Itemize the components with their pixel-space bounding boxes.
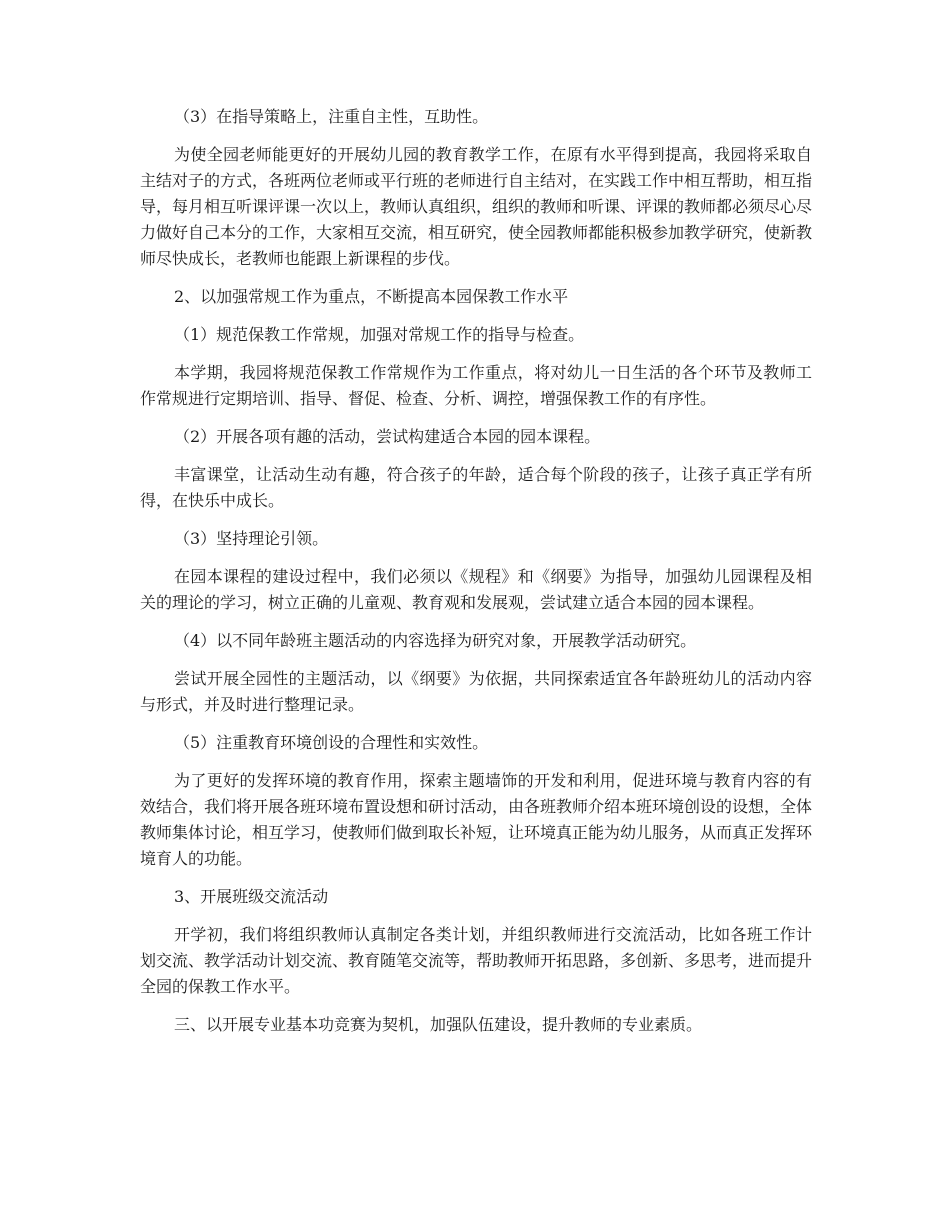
paragraph-curriculum: 在园本课程的建设过程中，我们必须以《规程》和《纲要》为指导，加强幼儿园课程及相关的理论的学习，树立正确的儿童观、教育观和发展观，尝试建立适合本园的园本课程。 (140, 567, 812, 612)
section-heading-2: 2、以加强常规工作为重点，不断提高本园保教工作水平 (174, 287, 569, 306)
paragraph-pairing: 为使全园老师能更好的开展幼儿园的教育教学工作，在原有水平得到提高，我园将采取自主结对子的方式，各班两位老师或平行班的老师进行自主结对，在实践工作中相互帮助，相互指导，每月相互听课评课一次以上，教师认真组织，组织的教师和听课、评课的教师都必须尽心尽力做好自己本分的工作，大家相互交流，相互研究，使全园教师都能积极参加教学研究，使新教师尽快成长，老教师也能跟上新课程的步伐。 (140, 145, 813, 268)
paragraph-sub-4-research: （4）以不同年龄班主题活动的内容选择为研究对象，开展教学活动研究。 (174, 631, 697, 650)
paragraph-sub-5-environment: （5）注重教育环境创设的合理性和实效性。 (174, 733, 489, 752)
paragraph-routine-details: 本学期，我园将规范保教工作常规作为工作重点，将对幼儿一日生活的各个环节及教师工作常规进行定期培训、指导、督促、检查、分析、调控，增强保教工作的有序性。 (140, 363, 812, 408)
document-page (140, 104, 812, 1050)
paragraph-environment: 为了更好的发挥环境的教育作用，探索主题墙饰的开发和利用，促进环境与教育内容的有效结合，我们将开展各班环境布置设想和研讨活动，由各班教师介绍本班环境创设的设想，全体教师集体讨论，相互学习，使教师们做到取长补短，让环境真正能为幼儿服务，从而真正发挥环境育人的功能。 (140, 771, 813, 868)
paragraph-exchange: 开学初，我们将组织教师认真制定各类计划，并组织教师进行交流活动，比如各班工作计划交流、教学活动计划交流、教育随笔交流等，帮助教师开拓思路，多创新、多思考，进而提升全园的保教工作水平。 (140, 925, 813, 996)
paragraph-sub-1-routine: （1）规范保教工作常规，加强对常规工作的指导与检查。 (174, 325, 585, 344)
paragraph-sub-2-activities: （2）开展各项有趣的活动，尝试构建适合本园的园本课程。 (174, 427, 601, 446)
paragraph-classroom: 丰富课堂，让活动生动有趣，符合孩子的年龄，适合每个阶段的孩子，让孩子真正学有所得，在快乐中成长。 (140, 465, 812, 510)
paragraph-sub-3-theory: （3）坚持理论引领。 (174, 529, 329, 548)
section-heading-3: 3、开展班级交流活动 (174, 887, 329, 906)
section-heading-three: 三、以开展专业基本功竞赛为契机，加强队伍建设，提升教师的专业素质。 (174, 1015, 703, 1034)
paragraph-themes: 尝试开展全园性的主题活动，以《纲要》为依据，共同探索适宜各年龄班幼儿的活动内容与形式，并及时进行整理记录。 (140, 669, 812, 714)
paragraph-sub-3-strategy: （3）在指导策略上，注重自主性，互助性。 (174, 107, 489, 126)
